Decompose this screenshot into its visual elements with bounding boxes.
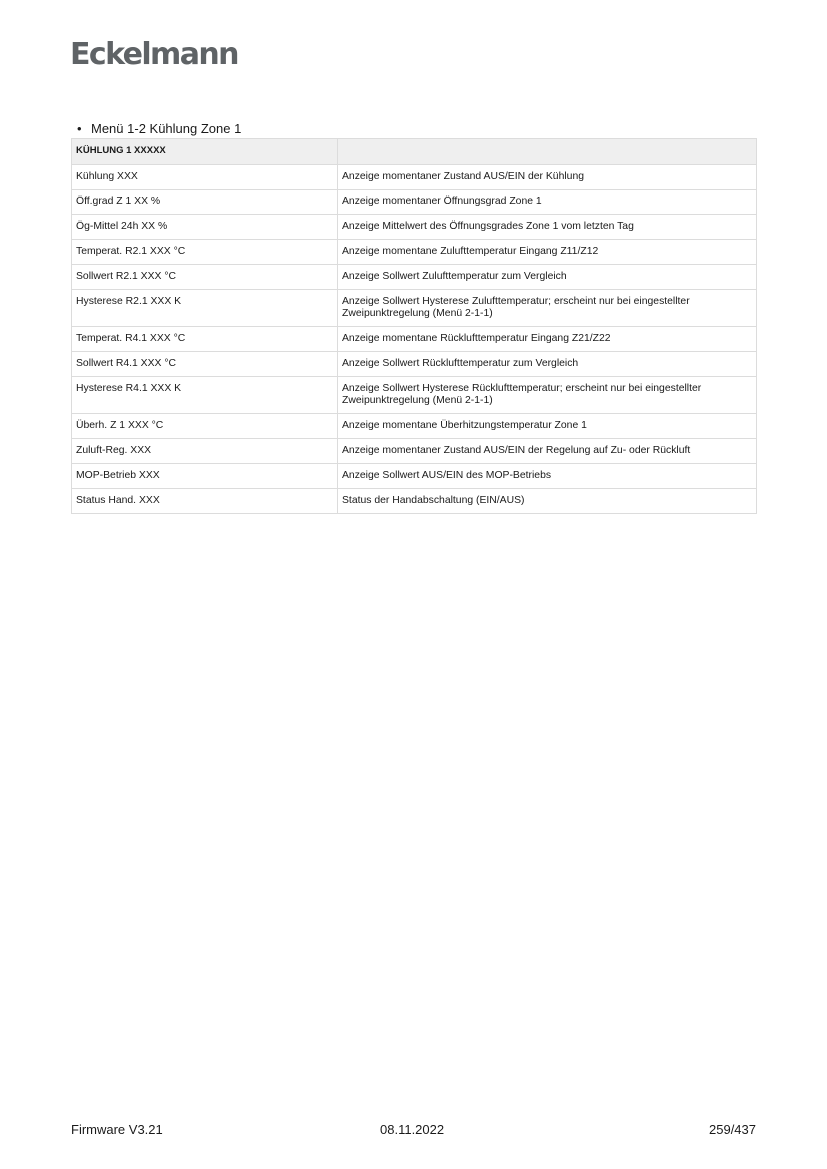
section-heading (77, 121, 241, 137)
table-cell-description: Anzeige momentaner Öffnungsgrad Zone 1 (338, 190, 757, 215)
table-row (72, 165, 757, 190)
table-row (72, 290, 757, 327)
table-cell-description: Anzeige momentaner Zustand AUS/EIN der Kühlung (338, 165, 757, 190)
table-cell-name: Ög-Mittel 24h XX % (72, 215, 338, 240)
table-cell-name: Hysterese R2.1 XXX K (72, 290, 338, 327)
table-header-row (72, 139, 757, 165)
table-cell-name: Öff.grad Z 1 XX % (72, 190, 338, 215)
table-cell-name: Überh. Z 1 XXX °C (72, 414, 338, 439)
table-row (72, 352, 757, 377)
table-cell-name: Status Hand. XXX (72, 489, 338, 514)
table-row (72, 265, 757, 290)
table-row (72, 215, 757, 240)
footer-date: 08.11.2022 (380, 1122, 445, 1137)
section-title: Menü 1-2 Kühlung Zone 1 (91, 121, 242, 136)
menu-table (71, 138, 757, 514)
table-cell-name: Sollwert R2.1 XXX °C (72, 265, 338, 290)
table-cell-description: Anzeige Sollwert Hysterese Zulufttemperatur; erscheint nur bei eingestellter Zweipunktregelung (Menü 2-1-1) (338, 290, 757, 327)
table-cell-description: Anzeige momentaner Zustand AUS/EIN der Regelung auf Zu- oder Rückluft (338, 439, 757, 464)
table-row (72, 327, 757, 352)
table-row (72, 377, 757, 414)
table-cell-description: Anzeige momentane Überhitzungstemperatur Zone 1 (338, 414, 757, 439)
table-cell-name: MOP-Betrieb XXX (72, 464, 338, 489)
table-header-cell-name: KÜHLUNG 1 XXXXX (72, 139, 338, 165)
table-cell-name: Zuluft-Reg. XXX (72, 439, 338, 464)
table-row (72, 240, 757, 265)
table-row (72, 190, 757, 215)
table-row (72, 489, 757, 514)
table-cell-name: Kühlung XXX (72, 165, 338, 190)
table-cell-description: Anzeige Sollwert Zulufttemperatur zum Vergleich (338, 265, 757, 290)
table-cell-description: Status der Handabschaltung (EIN/AUS) (338, 489, 757, 514)
eckelmann-logo: Eckelmann (70, 37, 238, 72)
footer-page-number: 259/437 (709, 1122, 756, 1137)
table-row (72, 439, 757, 464)
table-row (72, 464, 757, 489)
bullet: • (77, 121, 82, 136)
table-cell-description: Anzeige momentane Zulufttemperatur Eingang Z11/Z12 (338, 240, 757, 265)
table-cell-name: Hysterese R4.1 XXX K (72, 377, 338, 414)
footer-firmware: Firmware V3.21 (71, 1122, 163, 1137)
table-cell-description: Anzeige Mittelwert des Öffnungsgrades Zone 1 vom letzten Tag (338, 215, 757, 240)
table-cell-name: Temperat. R2.1 XXX °C (72, 240, 338, 265)
table-cell-description: Anzeige Sollwert AUS/EIN des MOP-Betriebs (338, 464, 757, 489)
table-cell-name: Sollwert R4.1 XXX °C (72, 352, 338, 377)
table-cell-description: Anzeige Sollwert Rücklufttemperatur zum Vergleich (338, 352, 757, 377)
table-cell-description: Anzeige momentane Rücklufttemperatur Eingang Z21/Z22 (338, 327, 757, 352)
table-cell-name: Temperat. R4.1 XXX °C (72, 327, 338, 352)
table-row (72, 414, 757, 439)
table-header-cell-description (338, 139, 757, 165)
table-cell-description: Anzeige Sollwert Hysterese Rücklufttemperatur; erscheint nur bei eingestellter Zweipunktregelung (Menü 2-1-1) (338, 377, 757, 414)
